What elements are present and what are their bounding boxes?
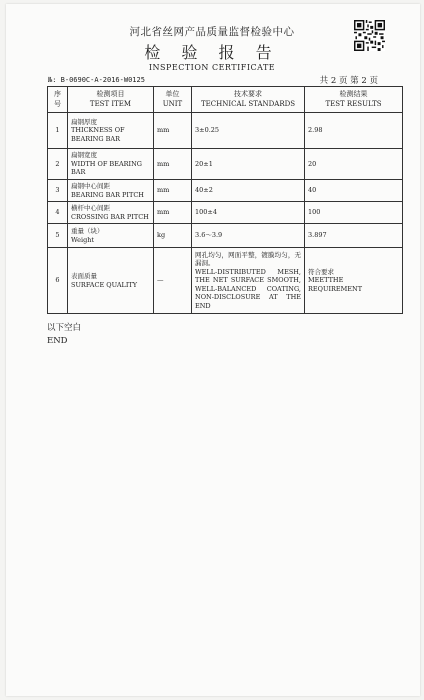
organization-name: 河北省丝网产品质量监督检验中心 — [129, 26, 295, 38]
table-row — [48, 113, 403, 149]
row-item-en: BEARING BAR PITCH — [71, 190, 144, 199]
table-row — [48, 224, 403, 248]
row-item-cn: 表面质量 — [71, 272, 97, 281]
row-standard: 40±2 — [192, 180, 305, 202]
header-standard-cn: 技术要求 — [234, 90, 262, 99]
end-marker: END — [47, 336, 68, 346]
table-row — [48, 202, 403, 224]
row-item-cn: 扁钢厚度 — [71, 117, 97, 126]
header-no-cn: 序号 — [54, 90, 61, 108]
document-number: №: B-0690C-A-2016-W0125 — [48, 76, 145, 84]
row-item — [68, 113, 154, 149]
header-unit-en: UNIT — [162, 99, 183, 108]
report-title: 检 验 报 告 — [144, 43, 280, 62]
row-item-cn: 扁钢宽度 — [71, 151, 97, 160]
row-result — [305, 248, 403, 314]
header-item-en: TEST ITEM — [89, 99, 132, 108]
row-standard-cn: 网孔均匀，网面平整，镀膜均匀，无漏洞。 — [195, 250, 301, 268]
qr-code-icon — [354, 20, 385, 51]
row-item-cn: 重量（块） — [71, 227, 104, 236]
row-standard — [192, 248, 305, 314]
report-subtitle: INSPECTION CERTIFICATE — [148, 63, 276, 72]
row-item — [68, 202, 154, 224]
header-result-en: TEST RESULTS — [325, 99, 382, 108]
row-unit: mm — [154, 180, 192, 202]
row-number: 1 — [48, 113, 68, 149]
table-row — [48, 180, 403, 202]
row-item-en: Weight — [71, 235, 95, 244]
page-info: 共 2 页 第 2 页 — [319, 76, 378, 86]
row-item-cn: 扁钢中心间距 — [71, 182, 110, 191]
row-result: 40 — [305, 180, 403, 202]
header-standard-en: TECHNICAL STANDARDS — [200, 99, 296, 108]
row-result-cn: 符合要求 — [308, 267, 334, 276]
row-item — [68, 224, 154, 248]
row-item-cn: 横杆中心间距 — [71, 204, 110, 213]
table-header-row — [48, 87, 403, 113]
blank-below-note: 以下空白 — [47, 323, 82, 333]
header-result-cn: 检测结果 — [339, 90, 368, 99]
row-standard: 100±4 — [192, 202, 305, 224]
row-standard: 3.6～3.9 — [192, 224, 305, 248]
row-item-en: THICKNESS OF BEARING BAR — [71, 126, 125, 143]
header-unit — [154, 87, 192, 113]
header-standard — [192, 87, 305, 113]
header-unit-cn: 单位 — [165, 90, 180, 99]
row-unit: kg — [154, 224, 192, 248]
row-standard: 3±0.25 — [192, 113, 305, 149]
row-result: 3.897 — [305, 224, 403, 248]
row-item — [68, 149, 154, 180]
header-item-cn: 检测项目 — [96, 90, 125, 99]
row-item-en: CROSSING BAR PITCH — [71, 212, 149, 221]
row-item-en: SURFACE QUALITY — [71, 280, 138, 289]
row-result-en: MEETTHE REQUIREMENT — [308, 276, 363, 293]
header-item — [68, 87, 154, 113]
row-result: 2.98 — [305, 113, 403, 149]
row-standard-en: WELL-DISTRIBUTED MESH, THE NET SURFACE SMOOTH, WELL-BALANCED COATING, NON-DISCLOSURE AT THE END — [195, 267, 301, 310]
row-item-en: WIDTH OF BEARING BAR — [71, 159, 142, 177]
row-item — [68, 248, 154, 314]
test-results-table — [47, 86, 403, 314]
row-result: 20 — [305, 149, 403, 180]
header-no — [48, 87, 68, 113]
row-number: 5 — [48, 224, 68, 248]
header-result — [305, 87, 403, 113]
row-number: 6 — [48, 248, 68, 314]
row-number: 3 — [48, 180, 68, 202]
row-number: 2 — [48, 149, 68, 180]
row-item — [68, 180, 154, 202]
table-row — [48, 248, 403, 314]
row-number: 4 — [48, 202, 68, 224]
table-row — [48, 149, 403, 180]
row-unit: mm — [154, 149, 192, 180]
row-standard: 20±1 — [192, 149, 305, 180]
row-result: 100 — [305, 202, 403, 224]
row-unit: mm — [154, 202, 192, 224]
row-unit: mm — [154, 113, 192, 149]
row-unit: — — [154, 248, 192, 314]
